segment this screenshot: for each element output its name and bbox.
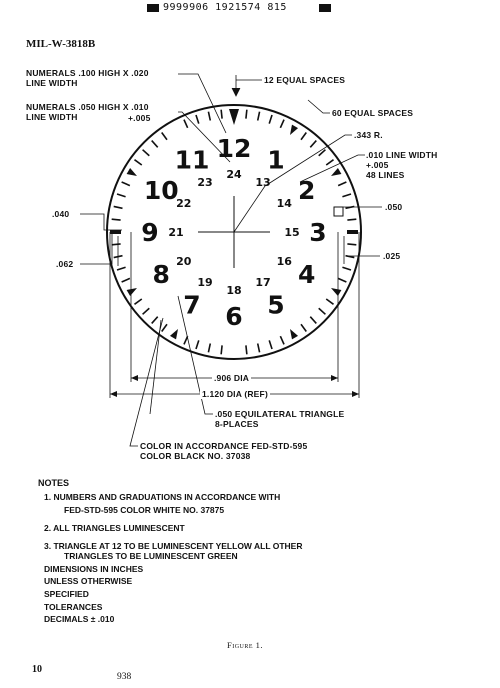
graduation-tick <box>152 141 158 148</box>
graduation-tick <box>122 182 130 186</box>
callout-dia-906: .906 DIA <box>214 373 250 383</box>
inner-numeral: 23 <box>197 175 213 189</box>
inner-numeral: 24 <box>226 168 242 181</box>
callout-dim-025: .025 <box>383 251 401 261</box>
graduation-tick <box>342 194 351 197</box>
outer-numeral: 4 <box>298 260 316 289</box>
graduation-tick <box>134 160 141 165</box>
outer-numeral: 3 <box>309 218 327 247</box>
callout-triangle-1: .050 EQUILATERAL TRIANGLE <box>215 409 345 419</box>
graduation-tick <box>280 120 284 128</box>
graduation-tick <box>319 308 326 314</box>
callout-dim-040: .040 <box>52 209 70 219</box>
outer-numeral: 1 <box>267 145 285 175</box>
graduation-tick <box>196 115 199 124</box>
outer-numeral: 5 <box>267 290 285 320</box>
page-number: 10 <box>32 664 42 675</box>
graduation-tick <box>184 120 188 128</box>
inner-numeral: 20 <box>176 255 192 268</box>
callout-60-equal-spaces: 60 EQUAL SPACES <box>332 108 414 118</box>
graduation-tick <box>208 344 210 353</box>
graduation-tick <box>258 344 260 353</box>
callout-dia-1120: 1.120 DIA (REF) <box>202 389 268 399</box>
document-id: MIL-W-3818B <box>26 38 96 50</box>
inner-numeral: 19 <box>197 276 213 290</box>
callout-dim-062: .062 <box>56 259 74 269</box>
graduation-tick <box>117 267 126 270</box>
inner-numeral: 18 <box>226 284 242 297</box>
outer-numeral: 6 <box>225 302 243 331</box>
note-1-line2: FED-STD-595 COLOR WHITE NO. 37875 <box>64 505 225 515</box>
luminescent-triangle <box>229 109 239 125</box>
callout-numerals-100-line2: LINE WIDTH <box>26 78 78 88</box>
header-code: 9999906 1921574 815 <box>163 2 287 13</box>
dimensions-line3: SPECIFIED <box>44 589 89 599</box>
dimensions-line4: TOLERANCES <box>44 602 103 612</box>
callout-line-width-3: 48 LINES <box>366 170 405 180</box>
graduation-tick <box>347 244 356 245</box>
graduation-tick <box>246 345 247 354</box>
graduation-tick <box>326 299 333 304</box>
outer-numeral: 10 <box>143 176 179 205</box>
graduation-tick <box>310 317 316 324</box>
inner-numeral: 14 <box>276 197 292 210</box>
note-3-line1: 3. TRIANGLE AT 12 TO BE LUMINESCENT YELLOW ALL OTHER <box>44 541 303 551</box>
graduation-tick <box>143 150 150 156</box>
callout-line-width <box>366 150 437 180</box>
graduation-tick <box>117 194 126 197</box>
luminescent-triangle <box>127 288 137 296</box>
outer-numeral: 2 <box>298 176 316 205</box>
note-2: 2. ALL TRIANGLES LUMINESCENT <box>44 523 185 533</box>
graduation-tick <box>221 110 222 119</box>
graduation-tick <box>326 160 333 165</box>
outer-numeral: 11 <box>174 145 210 175</box>
graduation-tick <box>269 115 272 124</box>
graduation-tick <box>134 299 141 304</box>
graduation-tick <box>143 308 150 314</box>
graduation-tick <box>246 110 247 119</box>
callout-line-width-2: +.005 <box>366 160 389 170</box>
callout-numerals-050-line2: LINE WIDTH <box>26 112 78 122</box>
callout-numerals-050-line1: NUMERALS .050 HIGH X .010 <box>26 102 149 112</box>
dimensions-line1: DIMENSIONS IN INCHES <box>44 564 144 574</box>
figure-caption: Figure 1. <box>227 640 264 650</box>
callout-numerals-100 <box>26 68 149 88</box>
luminescent-triangle <box>290 125 298 135</box>
callout-line-width-1: .010 LINE WIDTH <box>366 150 438 160</box>
callout-triangle-2: 8-PLACES <box>215 419 259 429</box>
inner-numeral: 15 <box>284 226 300 239</box>
graduation-tick <box>112 244 121 245</box>
graduation-tick <box>114 206 123 208</box>
graduation-tick <box>338 278 346 282</box>
notes-title: NOTES <box>38 478 70 488</box>
graduation-tick <box>347 219 356 220</box>
inner-numeral: 17 <box>255 276 271 290</box>
graduation-tick <box>208 112 210 121</box>
callout-color-1: COLOR IN ACCORDANCE FED-STD-595 <box>140 441 308 451</box>
dimensions-line2: UNLESS OTHERWISE <box>44 576 133 586</box>
graduation-tick <box>269 340 272 349</box>
note-1-line1: 1. NUMBERS AND GRADUATIONS IN ACCORDANCE WITH <box>44 492 281 502</box>
luminescent-triangle <box>331 168 341 176</box>
dim-050-box <box>334 207 343 216</box>
dimensions-line5: DECIMALS ± .010 <box>44 614 115 624</box>
callout-numerals-050-tolerance: +.005 <box>128 113 151 123</box>
callout-dim-050: .050 <box>385 202 403 212</box>
graduation-tick <box>301 324 306 331</box>
graduation-tick <box>310 141 316 148</box>
graduation-tick <box>152 317 158 324</box>
note-3-line2: TRIANGLES TO BE LUMINESCENT GREEN <box>64 551 238 561</box>
graduation-tick <box>112 219 121 220</box>
graduation-tick <box>342 267 351 270</box>
graduation-tick <box>196 340 199 349</box>
callout-numerals-100-line1: NUMERALS .100 HIGH X .020 <box>26 68 149 78</box>
luminescent-triangle <box>170 329 178 339</box>
luminescent-triangle <box>127 168 137 176</box>
callout-12-equal-spaces: 12 EQUAL SPACES <box>264 75 346 85</box>
outer-numeral: 9 <box>141 218 159 247</box>
graduation-tick <box>221 345 222 354</box>
callout-triangle <box>215 409 344 429</box>
inner-numeral: 22 <box>176 197 192 210</box>
graduation-tick <box>338 182 346 186</box>
graduation-tick <box>162 132 167 139</box>
outer-numeral: 7 <box>183 290 201 320</box>
inner-numeral: 13 <box>255 175 271 189</box>
graduation-tick <box>162 324 167 331</box>
luminescent-triangle <box>331 288 341 296</box>
outer-numeral: 8 <box>152 260 170 289</box>
graduation-tick <box>280 336 284 344</box>
outer-numeral: 12 <box>216 134 252 163</box>
graduation-tick <box>122 278 130 282</box>
callout-radius: .343 R. <box>354 130 383 140</box>
graduation-tick <box>319 150 326 156</box>
callout-color-2: COLOR BLACK NO. 37038 <box>140 451 251 461</box>
graduation-tick <box>301 132 306 139</box>
page-stamp: 938 <box>117 672 132 682</box>
inner-numeral: 16 <box>276 255 292 268</box>
inner-numeral: 21 <box>168 226 184 239</box>
graduation-tick <box>258 112 260 121</box>
luminescent-triangle <box>290 329 298 339</box>
callout-color <box>140 441 307 461</box>
